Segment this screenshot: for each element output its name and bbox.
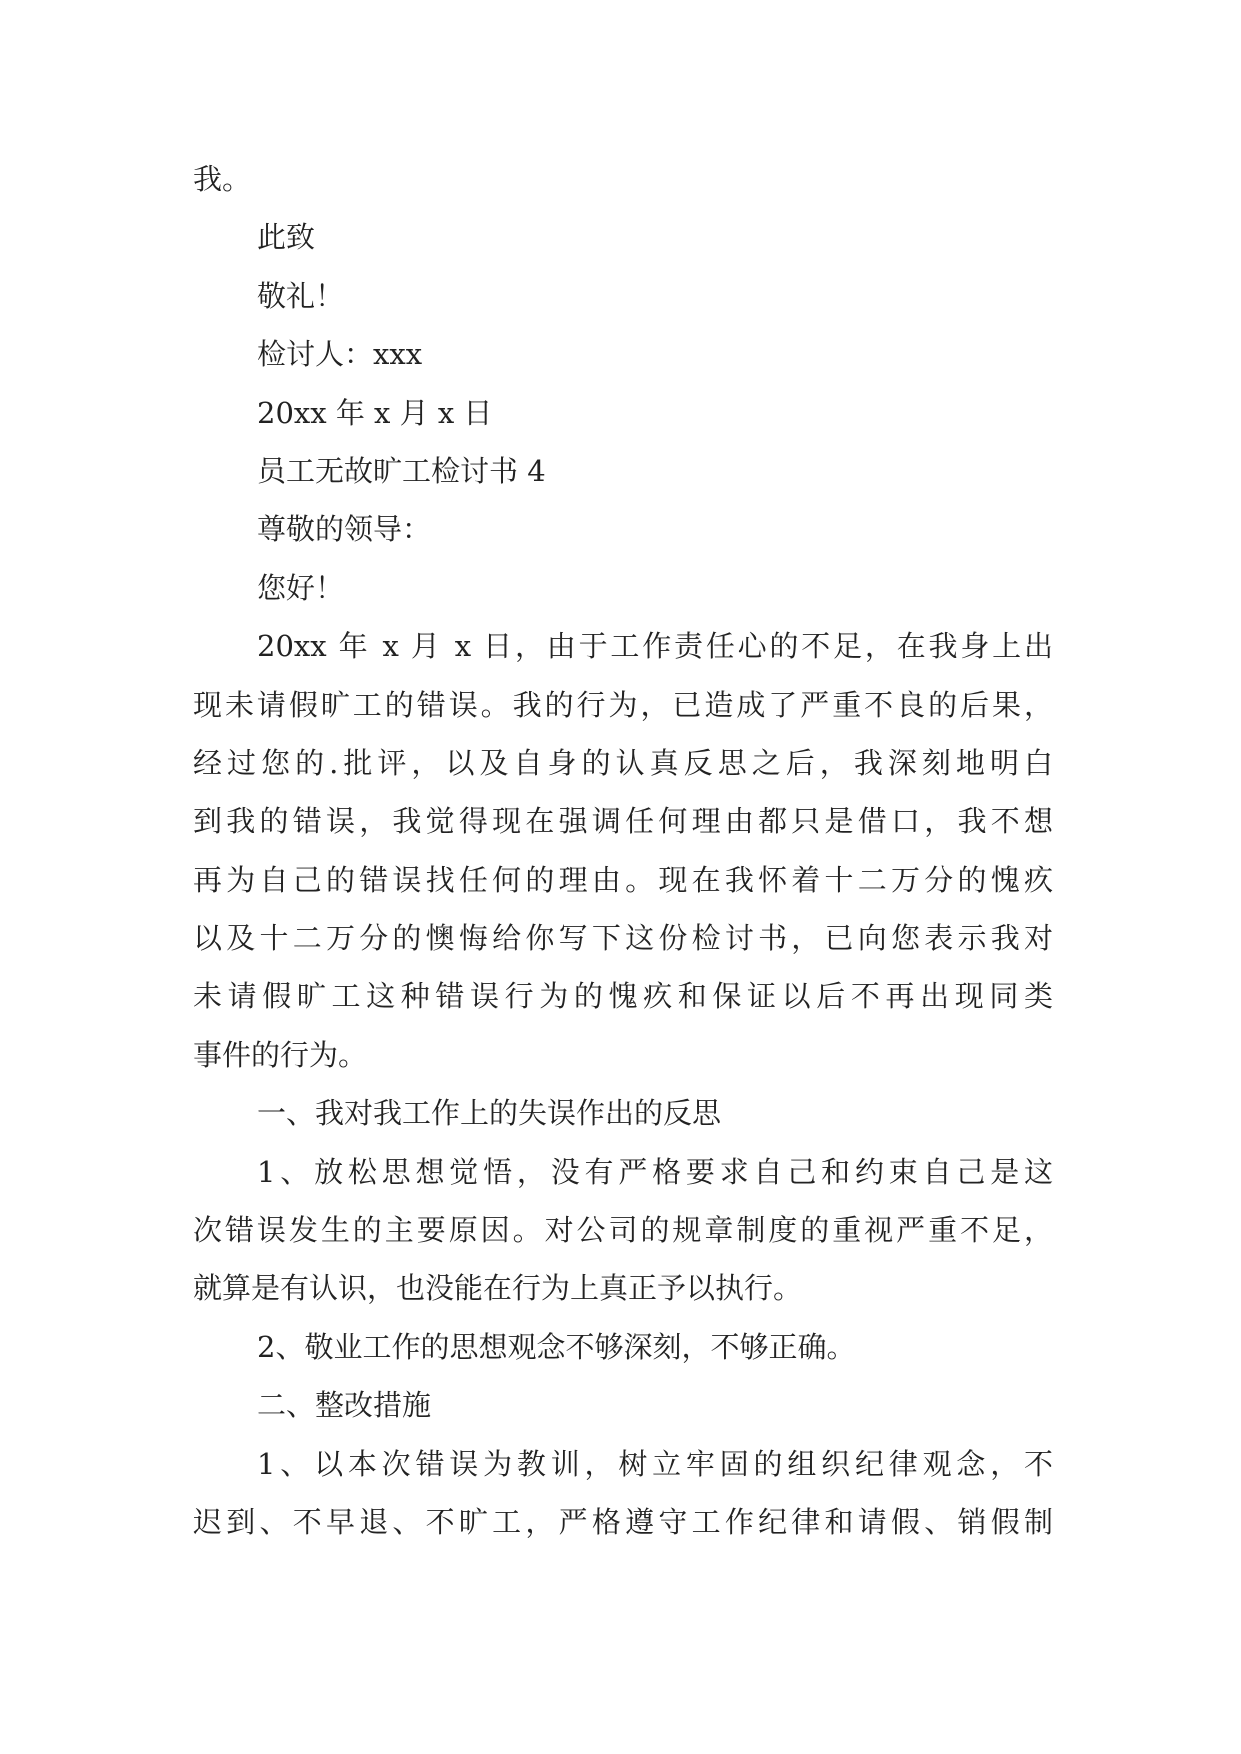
paragraph-line: 经过您的.批评，以及自身的认真反思之后，我深刻地明白 — [193, 745, 1053, 780]
paragraph-line: 次错误发生的主要原因。对公司的规章制度的重视严重不足， — [193, 1213, 1053, 1248]
paragraph-line: 1、以本次错误为教训，树立牢固的组织纪律观念，不 — [257, 1446, 1053, 1481]
heading-reflection: 一、我对我工作上的失误作出的反思 — [257, 1096, 722, 1131]
text-line: 我。 — [193, 162, 252, 196]
date-line: 20xx 年 x 月 x 日 — [257, 395, 493, 430]
paragraph-line: 就算是有认识，也没能在行为上真正予以执行。 — [193, 1271, 803, 1306]
paragraph-line: 现未请假旷工的错误。我的行为，已造成了严重不良的后果， — [193, 687, 1053, 722]
section-title: 员工无故旷工检讨书 4 — [257, 453, 546, 488]
closing-salutation: 此致 — [257, 220, 316, 255]
document-body — [193, 150, 1053, 1551]
paragraph-line: 迟到、不早退、不旷工，严格遵守工作纪律和请假、销假制 — [193, 1504, 1053, 1539]
signature-line: 检讨人：xxx — [257, 337, 423, 372]
paragraph-line: 未请假旷工这种错误行为的愧疚和保证以后不再出现同类 — [193, 979, 1053, 1014]
paragraph-line: 2、敬业工作的思想观念不够深刻，不够正确。 — [257, 1329, 856, 1364]
greeting-line: 尊敬的领导： — [257, 512, 432, 547]
paragraph-line: 以及十二万分的懊悔给你写下这份检讨书，已向您表示我对 — [193, 921, 1053, 956]
greeting-hello: 您好！ — [257, 570, 345, 605]
paragraph-line: 1、放松思想觉悟，没有严格要求自己和约束自己是这 — [257, 1154, 1053, 1189]
paragraph-line: 事件的行为。 — [193, 1037, 368, 1072]
paragraph-line: 再为自己的错误找任何的理由。现在我怀着十二万分的愧疚 — [193, 862, 1053, 897]
paragraph-line: 到我的错误，我觉得现在强调任何理由都只是借口，我不想 — [193, 804, 1053, 839]
heading-measures: 二、整改措施 — [257, 1388, 432, 1423]
paragraph-line: 20xx 年 x 月 x 日，由于工作责任心的不足，在我身上出 — [257, 629, 1053, 664]
closing-regards: 敬礼！ — [257, 278, 345, 313]
